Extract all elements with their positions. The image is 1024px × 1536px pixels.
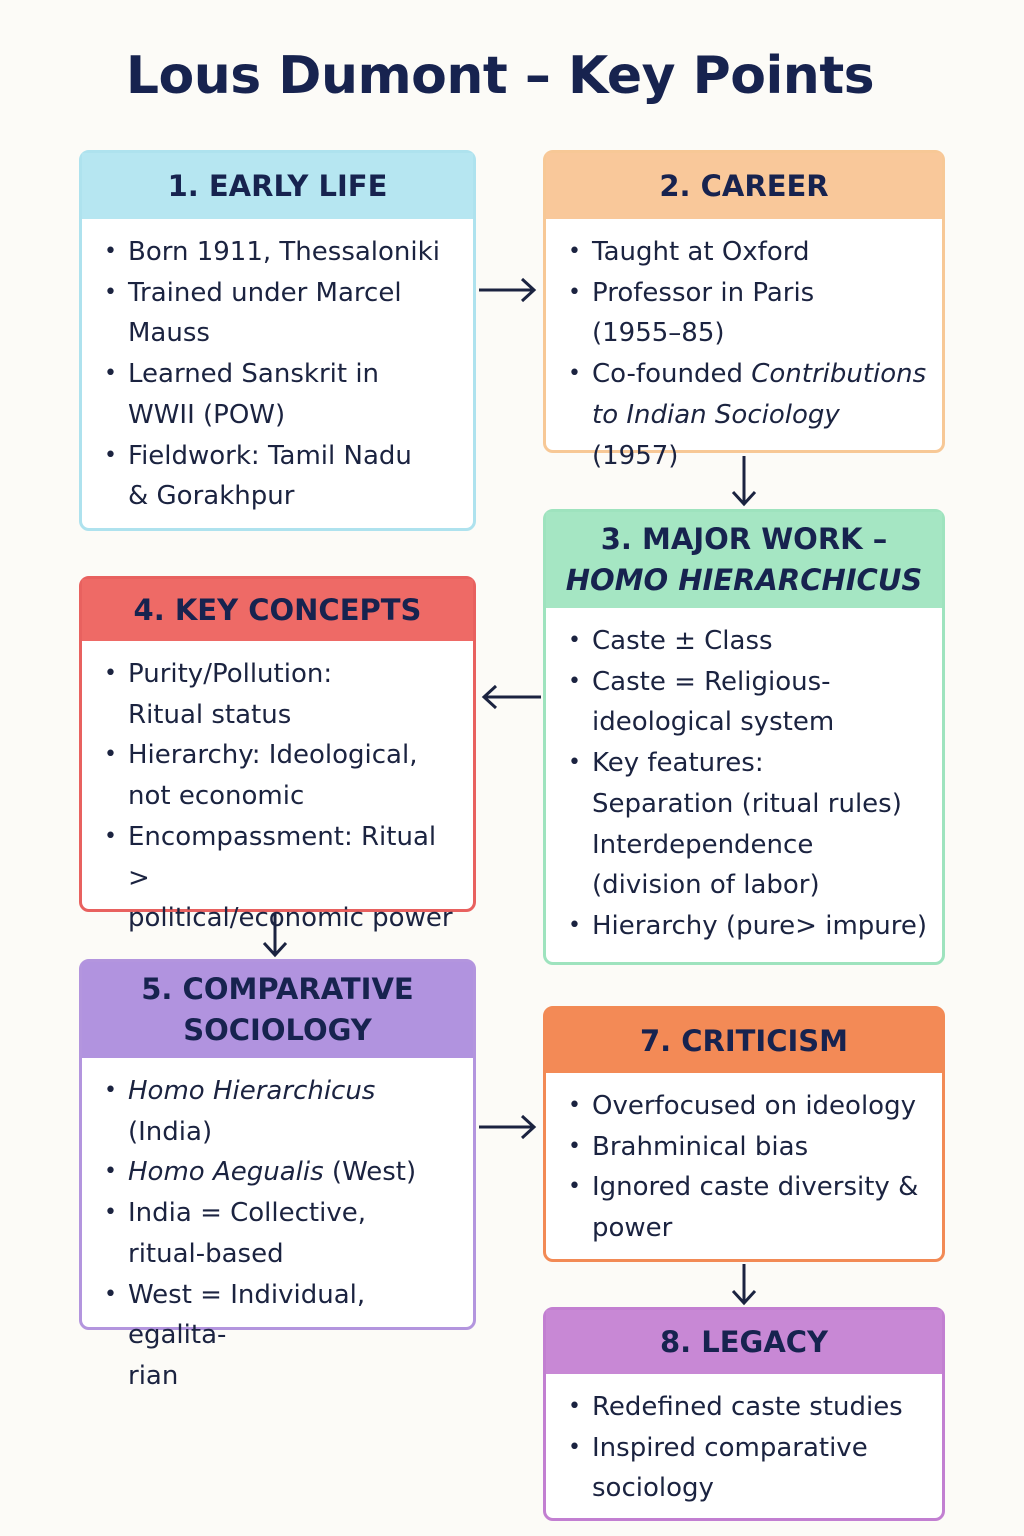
list-item-line: Ritual status [128,699,292,730]
career-list [546,219,942,354]
list-item-line: • Professor in Paris [592,277,815,308]
list-item-line: & Gorakhpur [128,481,295,512]
list-item-line: (1955–85) [592,318,725,349]
key-concepts-box [79,576,476,934]
arrow-down-icon [730,1262,758,1308]
list-item-line: • Key features: [592,748,764,779]
list-item-line: Separation (ritual rules) [592,788,902,819]
list-item-line: • Encompassment: Ritual > [128,821,437,893]
comparative-sociology-box [79,959,476,1391]
key-concepts-heading: 4. KEY CONCEPTS [82,579,473,641]
major-work-list [546,608,942,947]
arrow-right-icon [476,1113,542,1141]
key-concepts-list [82,641,473,939]
list-item-line: power [592,1213,673,1244]
list-item [104,1193,459,1274]
list-item-line: (division of labor) [592,870,820,901]
list-item [568,1086,928,1127]
list-item-line: • Hierarchy (pure> impure) [592,910,928,941]
list-item-line: • Born 1911, Thessaloniki [128,237,440,267]
career-box [543,150,945,471]
list-item-line: sociology [592,1473,714,1504]
list-item-line: ideological system [592,707,835,738]
comparative-italic-list [82,1058,473,1193]
legacy-list [546,1374,942,1509]
list-item-line: political/economic power [128,903,453,934]
list-item-line: • Caste ± Class [592,626,773,656]
list-item [568,1127,928,1168]
criticism-box [543,1006,945,1262]
legacy-heading: 8. LEGACY [546,1310,942,1374]
career-heading: 2. CAREER [546,153,942,219]
list-item [104,354,459,435]
list-item-line: • Overfocused on ideology [592,1091,916,1121]
list-item [568,621,928,662]
list-item-line: • Learned Sanskrit in [128,359,380,390]
journal-title-part-1: Contributions [751,359,927,390]
list-item-line: rian [128,1360,179,1391]
list-item-line: • Redefined caste studies [592,1392,903,1422]
list-item-line: not economic [128,781,305,812]
early-life-box [79,150,476,531]
list-item [104,273,459,354]
list-item [104,1275,459,1397]
list-item-line: ritual-based [128,1238,284,1269]
list-item [104,232,459,273]
list-item [568,1428,928,1509]
list-item-line: • Fieldwork: Tamil Nadu [128,440,412,471]
list-item-line: • Taught at Oxford [592,237,810,267]
list-item-line: • India = Collective, [128,1198,366,1229]
list-item: • Homo Aegualis (West) [104,1152,459,1193]
list-item [568,1387,928,1428]
cofounded-line-2: to Indian Sociology (1957) [592,399,840,471]
list-item-line: • Brahminical bias [592,1131,809,1162]
arrow-down-icon [730,454,758,510]
arrow-right-icon [476,276,542,304]
major-work-heading-line-1: 3. MAJOR WORK – [600,522,888,556]
list-item [568,743,928,906]
journal-title-part-2: to Indian Sociology [592,399,840,430]
list-item-line: Interdependence [592,829,814,860]
comparative-heading-line-1: 5. COMPARATIVE [141,972,414,1006]
list-item-line: • Caste = Religious- [592,666,831,697]
list-item [568,273,928,354]
list-item [568,232,928,273]
list-item [568,662,928,743]
list-item [568,1167,928,1248]
page-title: Lous Dumont – Key Points [125,46,875,106]
list-item-line: • Trained under Marcel [128,277,402,308]
arrow-left-icon [478,683,544,711]
early-life-heading: 1. EARLY LIFE [82,153,473,219]
list-item [104,436,459,517]
major-work-heading-line-2: HOMO HIERARCHICUS [565,563,923,597]
criticism-list [546,1073,942,1249]
list-item-line: Mauss [128,318,210,349]
list-item-line: • Inspired comparative [592,1432,868,1463]
comparative-list [82,1193,473,1397]
list-item: • Homo Hierarchicus (India) [104,1071,459,1152]
list-item-line: WWII (POW) [128,399,286,430]
cofounded-line-1: • Co-founded Contributions [592,359,927,390]
list-item-line: • West = Individual, egalita- [128,1279,366,1351]
list-item-line: • Purity/Pollution: [128,659,333,689]
list-item [104,654,459,735]
criticism-heading: 7. CRITICISM [546,1009,942,1073]
early-life-list [82,219,473,517]
list-item [568,906,928,947]
comparative-heading [82,962,473,1058]
list-item [104,735,459,816]
comparative-heading-line-2: SOCIOLOGY [183,1013,372,1047]
legacy-box [543,1307,945,1521]
list-item-line: • Hierarchy: Ideological, [128,740,418,771]
arrow-down-icon [261,911,289,961]
major-work-box [543,509,945,965]
major-work-heading [546,512,942,608]
list-item-line: • Ignored caste diversity & [592,1172,919,1203]
